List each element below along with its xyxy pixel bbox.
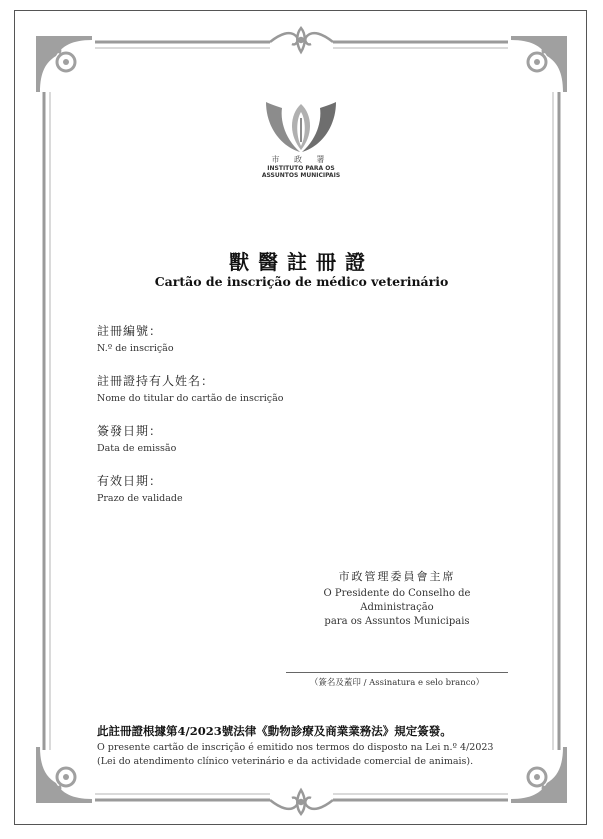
corner-ornament-top-left [36,36,92,92]
signatory-title-chinese: 市政管理委員會主席 [338,570,456,583]
corner-ornament-bottom-right [511,747,567,803]
field-issue-date [97,422,176,454]
legal-basis-portuguese [97,741,493,769]
field-validity-period [97,472,183,504]
field-holder-name [97,372,283,404]
signatory-title-portuguese-line1: O Presidente do Conselho de Administração [323,588,471,613]
field-label-portuguese: Data de emissão [97,443,177,454]
logo-chinese-name: 市 政 署 [271,155,331,164]
field-label-chinese: 註冊編號： [97,324,163,338]
logo-portuguese-name-line2: ASSUNTOS MUNICIPAIS [261,172,341,179]
legal-basis-chinese: 此註冊證根據第4/2023號法律《動物診療及商業業務法》規定簽發。 [97,724,452,738]
corner-ornament-top-right [511,36,567,92]
field-label-portuguese: Nome do titular do cartão de inscrição [97,393,284,404]
signature-caption: （簽名及蓋印 / Assinatura e selo branco） [309,678,485,688]
lotus-logo-icon [256,96,346,154]
certificate-title-chinese: 獸醫註冊證 [229,250,374,274]
field-label-chinese: 有效日期： [97,474,163,488]
iam-logo [245,96,357,188]
legal-basis-portuguese-line2: (Lei do atendimento clínico veterinário e da actividade comercial de animais). [97,756,474,767]
bottom-center-ornament [270,790,333,814]
field-label-chinese: 註冊證持有人姓名： [97,374,215,388]
top-center-ornament [270,28,333,52]
signatory-title-portuguese-line2: para os Assuntos Municipais [324,616,470,627]
field-label-chinese: 簽發日期： [97,424,163,438]
field-label-portuguese: Prazo de validade [97,493,183,504]
field-registration-number [97,322,174,354]
legal-basis-portuguese-line1: O presente cartão de inscrição é emitido nos termos do disposto na Lei n.º 4/2023 [97,742,494,753]
signatory-block [286,568,508,629]
signature-line [286,672,508,673]
field-label-portuguese: N.º de inscrição [97,343,174,354]
corner-ornament-bottom-left [36,747,92,803]
logo-portuguese-name-line1: INSTITUTO PARA OS [267,165,335,172]
certificate-title-portuguese: Cartão de inscrição de médico veterinário [154,274,449,289]
